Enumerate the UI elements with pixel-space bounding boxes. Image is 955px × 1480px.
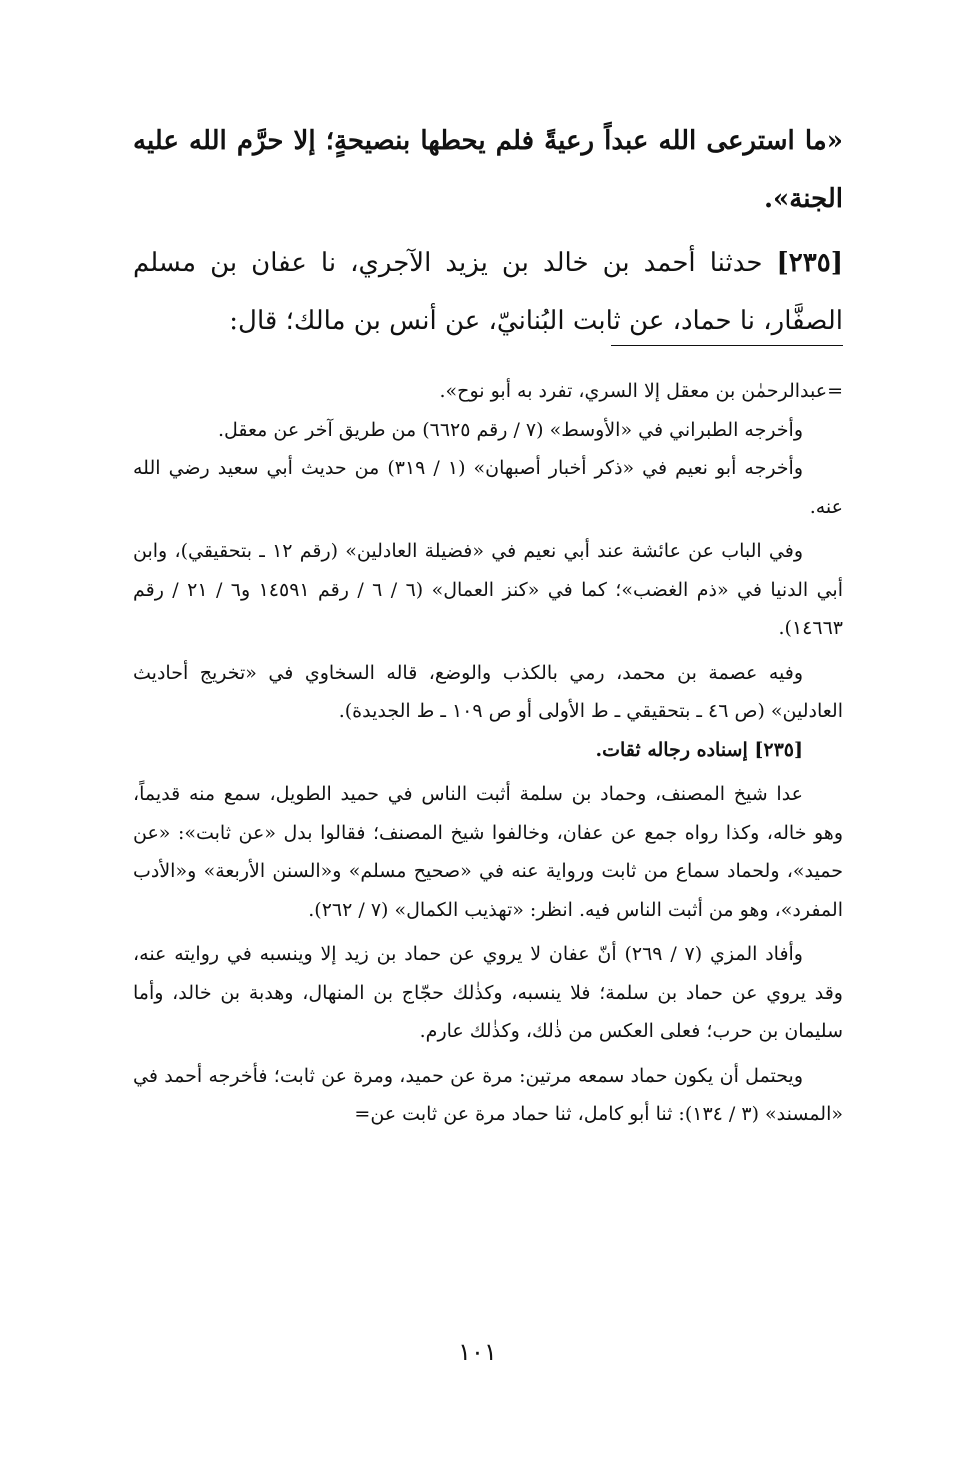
page-number: ١٠١ [458, 1338, 497, 1366]
footnotes-section [133, 372, 843, 1134]
narration-text: حدثنا أحمد بن خالد بن يزيد الآجري، نا عفان بن مسلم الصفَّار، نا حماد، عن ثابت البُنانيّ، عن أنس بن مالك؛ قال: [133, 248, 843, 336]
narration-paragraph [133, 234, 843, 350]
footnote-paragraph: =عبدالرحمٰن بن معقل إلا السري، تفرد به أبو نوح». [439, 380, 843, 402]
footnote-paragraph: وأفاد المزي (٧ / ٢٦٩) أنّ عفان لا يروي عن حماد بن زيد إلا وينسبه في روايته عنه، وقد يروي عن حماد بن سلمة؛ فلا ينسبه، وكذٰلك حجّاج بن المنهال، وهدبة بن خالد، وأما سليمان بن حرب؛ فعلى العكس من ذٰلك، وكذٰلك عارم. [133, 943, 843, 1042]
footnote-paragraph: وأخرجه الطبراني في «الأوسط» (٧ / رقم ٦٦٢٥) من طريق آخر عن معقل. [217, 418, 803, 441]
footnote-heading: [٢٣٥] إسناده رجاله ثقات. [595, 738, 803, 761]
footnote-paragraph: عدا شيخ المصنف، وحماد بن سلمة أثبت الناس في حميد الطويل، سمع منه قديماً، وهو خاله، وكذا رواه جمع عن عفان، وخالفوا شيخ المصنف؛ فقالوا بدل «عن ثابت»: «عن حميد»، ولحماد سماع من ثابت ورواية عنه في «صحيح مسلم» و«السنن الأربعة» و«الأدب المفرد»، وهو من أثبت الناس فيه. انظر: «تهذيب الكمال» (٧ / ٢٦٢). [133, 783, 843, 921]
narration-number: [٢٣٥] [776, 248, 844, 278]
footnote-paragraph: وفي الباب عن عائشة عند أبي نعيم في «فضيلة العادلين» (رقم ١٢ ـ بتحقيقي)، وابن أبي الدنيا في «ذم الغضب»؛ كما في «كنز العمال» (٦ / ٦ / رقم ١٤٥٩١ و٦ / ٢١ / رقم ١٤٦٦٣). [133, 540, 843, 639]
footnote-paragraph: ويحتمل أن يكون حماد سمعه مرتين: مرة عن حميد، ومرة عن ثابت؛ فأخرجه أحمد في «المسند» (٣ / ١٣٤): ثنا أبو كامل، ثنا حماد مرة عن ثابت عن= [133, 1064, 843, 1125]
footnote-paragraph: وأخرجه أبو نعيم في «ذكر أخبار أصبهان» (١ / ٣١٩) من حديث أبي سعيد رضي الله عنه. [133, 457, 843, 518]
footnote-divider [611, 345, 843, 346]
footnote-paragraph: وفيه عصمة بن محمد، رمي بالكذب والوضع، قاله السخاوي في «تخريج أحاديث العادلين» (ص ٤٦ ـ بتحقيقي ـ ط الأولى أو ص ١٠٩ ـ ط الجديدة). [133, 661, 843, 722]
main-text [133, 112, 843, 350]
hadith-quote: «ما استرعى الله عبداً رعيةً فلم يحطها بنصيحةٍ؛ إلا حرَّم الله عليه الجنة». [133, 126, 843, 214]
